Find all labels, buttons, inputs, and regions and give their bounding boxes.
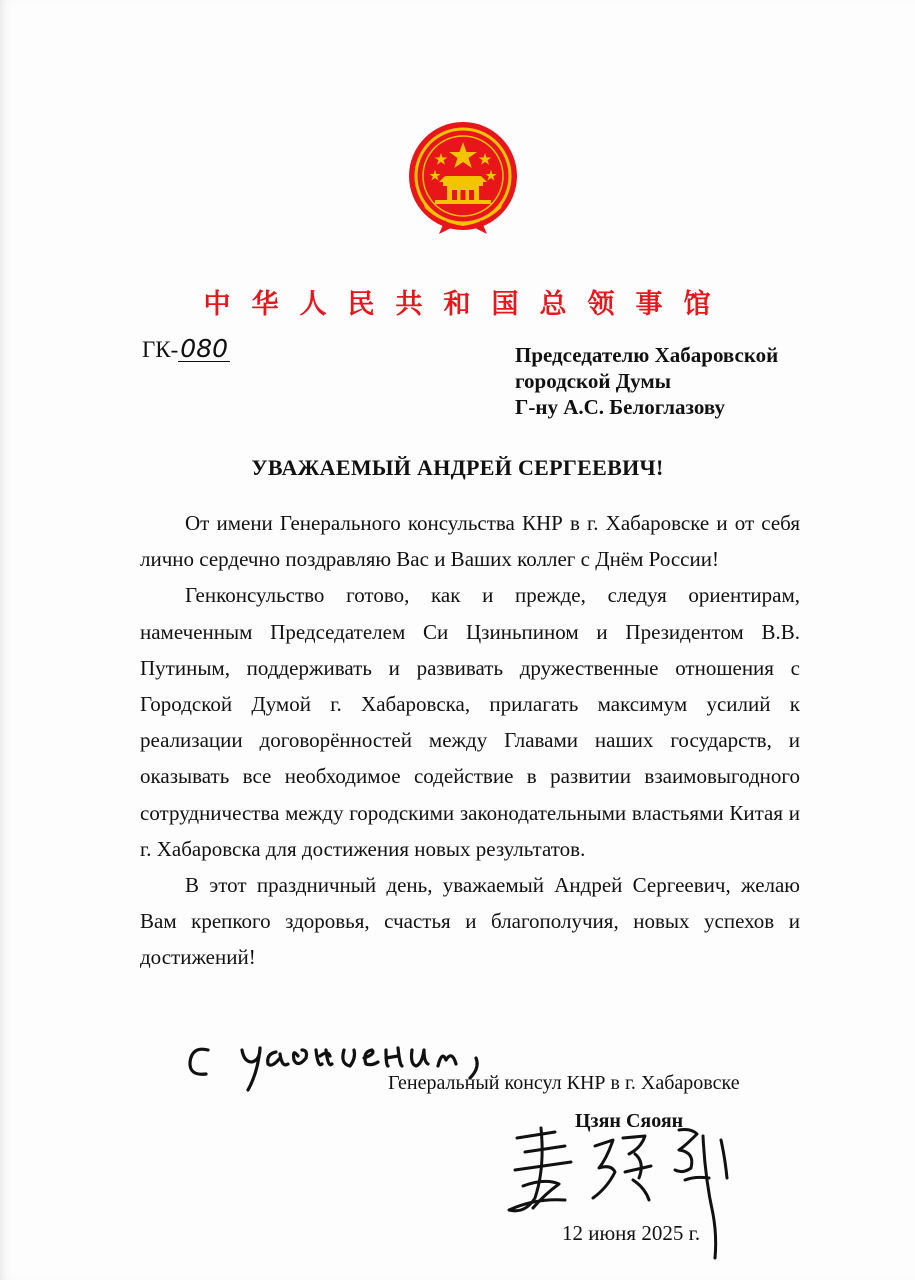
consulate-title: 中华人民共和国总领事馆 (203, 289, 732, 320)
body-paragraph: Генконсульство готово, как и прежде, следуя ориентирам, намеченным Председателем Си Цзиньпином и Президентом В.В. Путиным, поддерживать и развивать дружественные отношения с Городской Думой г. Хабаровска, прилагать максимум усилий к реализации договорённостей между Главами наших государств, и оказывать все необходимое содействие в развитии взаимовыгодного сотрудничества между городскими законодательными властьями Китая и г. Хабаровска для достижения новых результатов. (140, 583, 800, 861)
recipient-line: городской Думы (515, 369, 672, 393)
reference-prefix: ГК- (142, 337, 179, 362)
reference-handwritten-number: 080 (180, 334, 229, 363)
recipient-line: Г-ну А.С. Белоглазову (515, 395, 725, 419)
salutation: УВАЖАЕМЫЙ АНДРЕЙ СЕРГЕЕВИЧ! (251, 455, 664, 480)
body-paragraph: В этот праздничный день, уважаемый Андрей Сергеевич, желаю Вам крепкого здоровья, счастья и благополучия, новых успехов и достижений! (140, 873, 800, 970)
letter-body (140, 505, 800, 976)
national-emblem-icon (405, 120, 521, 236)
signer-title: Генеральный консул КНР в г. Хабаровске (388, 1072, 740, 1094)
body-paragraph: От имени Генерального консульства КНР в г. Хабаровске и от себя лично сердечно поздравляю Вас и Ваших коллег с Днём России! (140, 511, 800, 572)
signer-name: Цзян Сяоян (575, 1110, 684, 1132)
recipient-line: Председателю Хабаровской (515, 343, 779, 367)
reference-number (142, 334, 230, 363)
letter-date: 12 июня 2025 г. (562, 1221, 701, 1245)
recipient-block (515, 342, 815, 420)
